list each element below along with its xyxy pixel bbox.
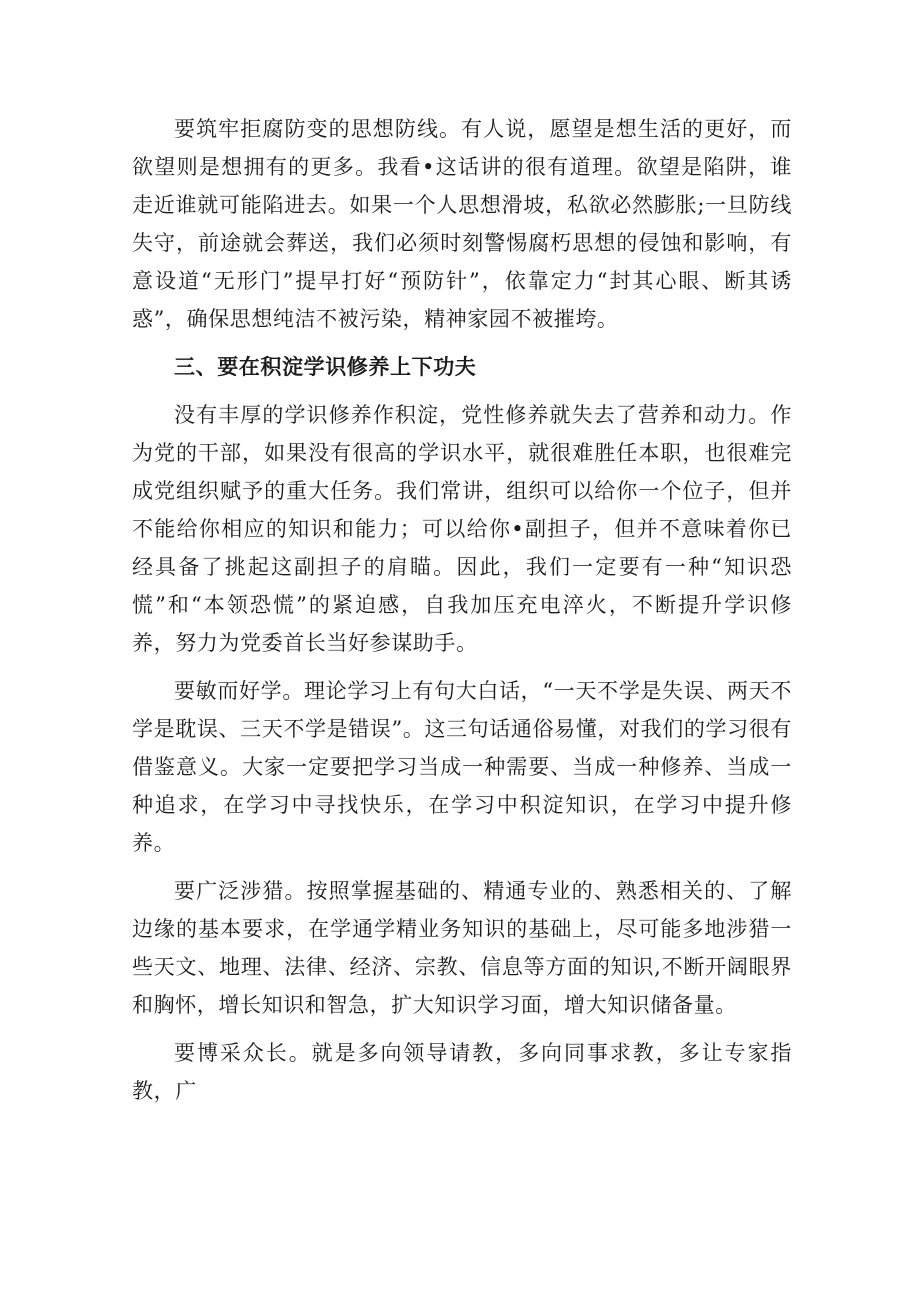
section-heading-3: 三、要在积淀学识修养上下功夫 [174, 355, 477, 379]
paragraph-broad-reading: 要广泛涉猎。按照掌握基础的、精通专业的、熟悉相关的、了解边缘的基本要求，在学通学精业务知识的基础上，尽可能多地涉猎一些天文、地理、法律、经济、宗教、信息等方面的知识,不断开阔眼界和胸怀，增长知识和智急，扩大知识学习面，增大知识储备量。 [132, 879, 792, 1017]
paragraph-ideological-defense: 要筑牢拒腐防变的思想防线。有人说，愿望是想生活的更好，而欲望则是想拥有的更多。我看•这话讲的很有道理。欲望是陷阱，谁走近谁就可能陷进去。如果一个人思想滑坡，私欲必然膨胀;一旦防线失守，前途就会葬送，我们必须时刻警惕腐朽思想的侵蚀和影响，有意设道“无形门”提早打好“预防针”，依靠定力“封其心眼、断其诱惑”，确保思想纯洁不被污染，精神家园不被摧垮。 [132, 117, 792, 331]
paragraph-knowledge-cultivation: 没有丰厚的学识修养作积淀，党性修养就失去了营养和动力。作为党的干部，如果没有很高的学识水平，就很难胜任本职，也很难完成党组织赋予的重大任务。我们常讲，组织可以给你一个位子，但并不能给你相应的知识和能力；可以给你•副担子，但并不意味着你已经具备了挑起这副担子的肩瞄。因此，我们一定要有一种“知识恐慌”和“本领恐慌”的紧迫感，自我加压充电淬火，不断提升学识修养，努力为党委首长当好参谋助手。 [132, 403, 792, 655]
paragraph-eager-learning: 要敏而好学。理论学习上有句大白话，“一天不学是失误、两天不学是耽误、三天不学是错误”。这三句话通俗易懂，对我们的学习很有借鉴意义。大家一定要把学习当成一种需要、当成一种修养、当成一种追求，在学习中寻找快乐，在学习中积淀知识，在学习中提升修养。 [132, 679, 792, 855]
paragraph-learn-from-others: 要博采众长。就是多向领导请教，多向同事求教，多让专家指教，广 [132, 1041, 792, 1103]
document-page [132, 110, 792, 1120]
